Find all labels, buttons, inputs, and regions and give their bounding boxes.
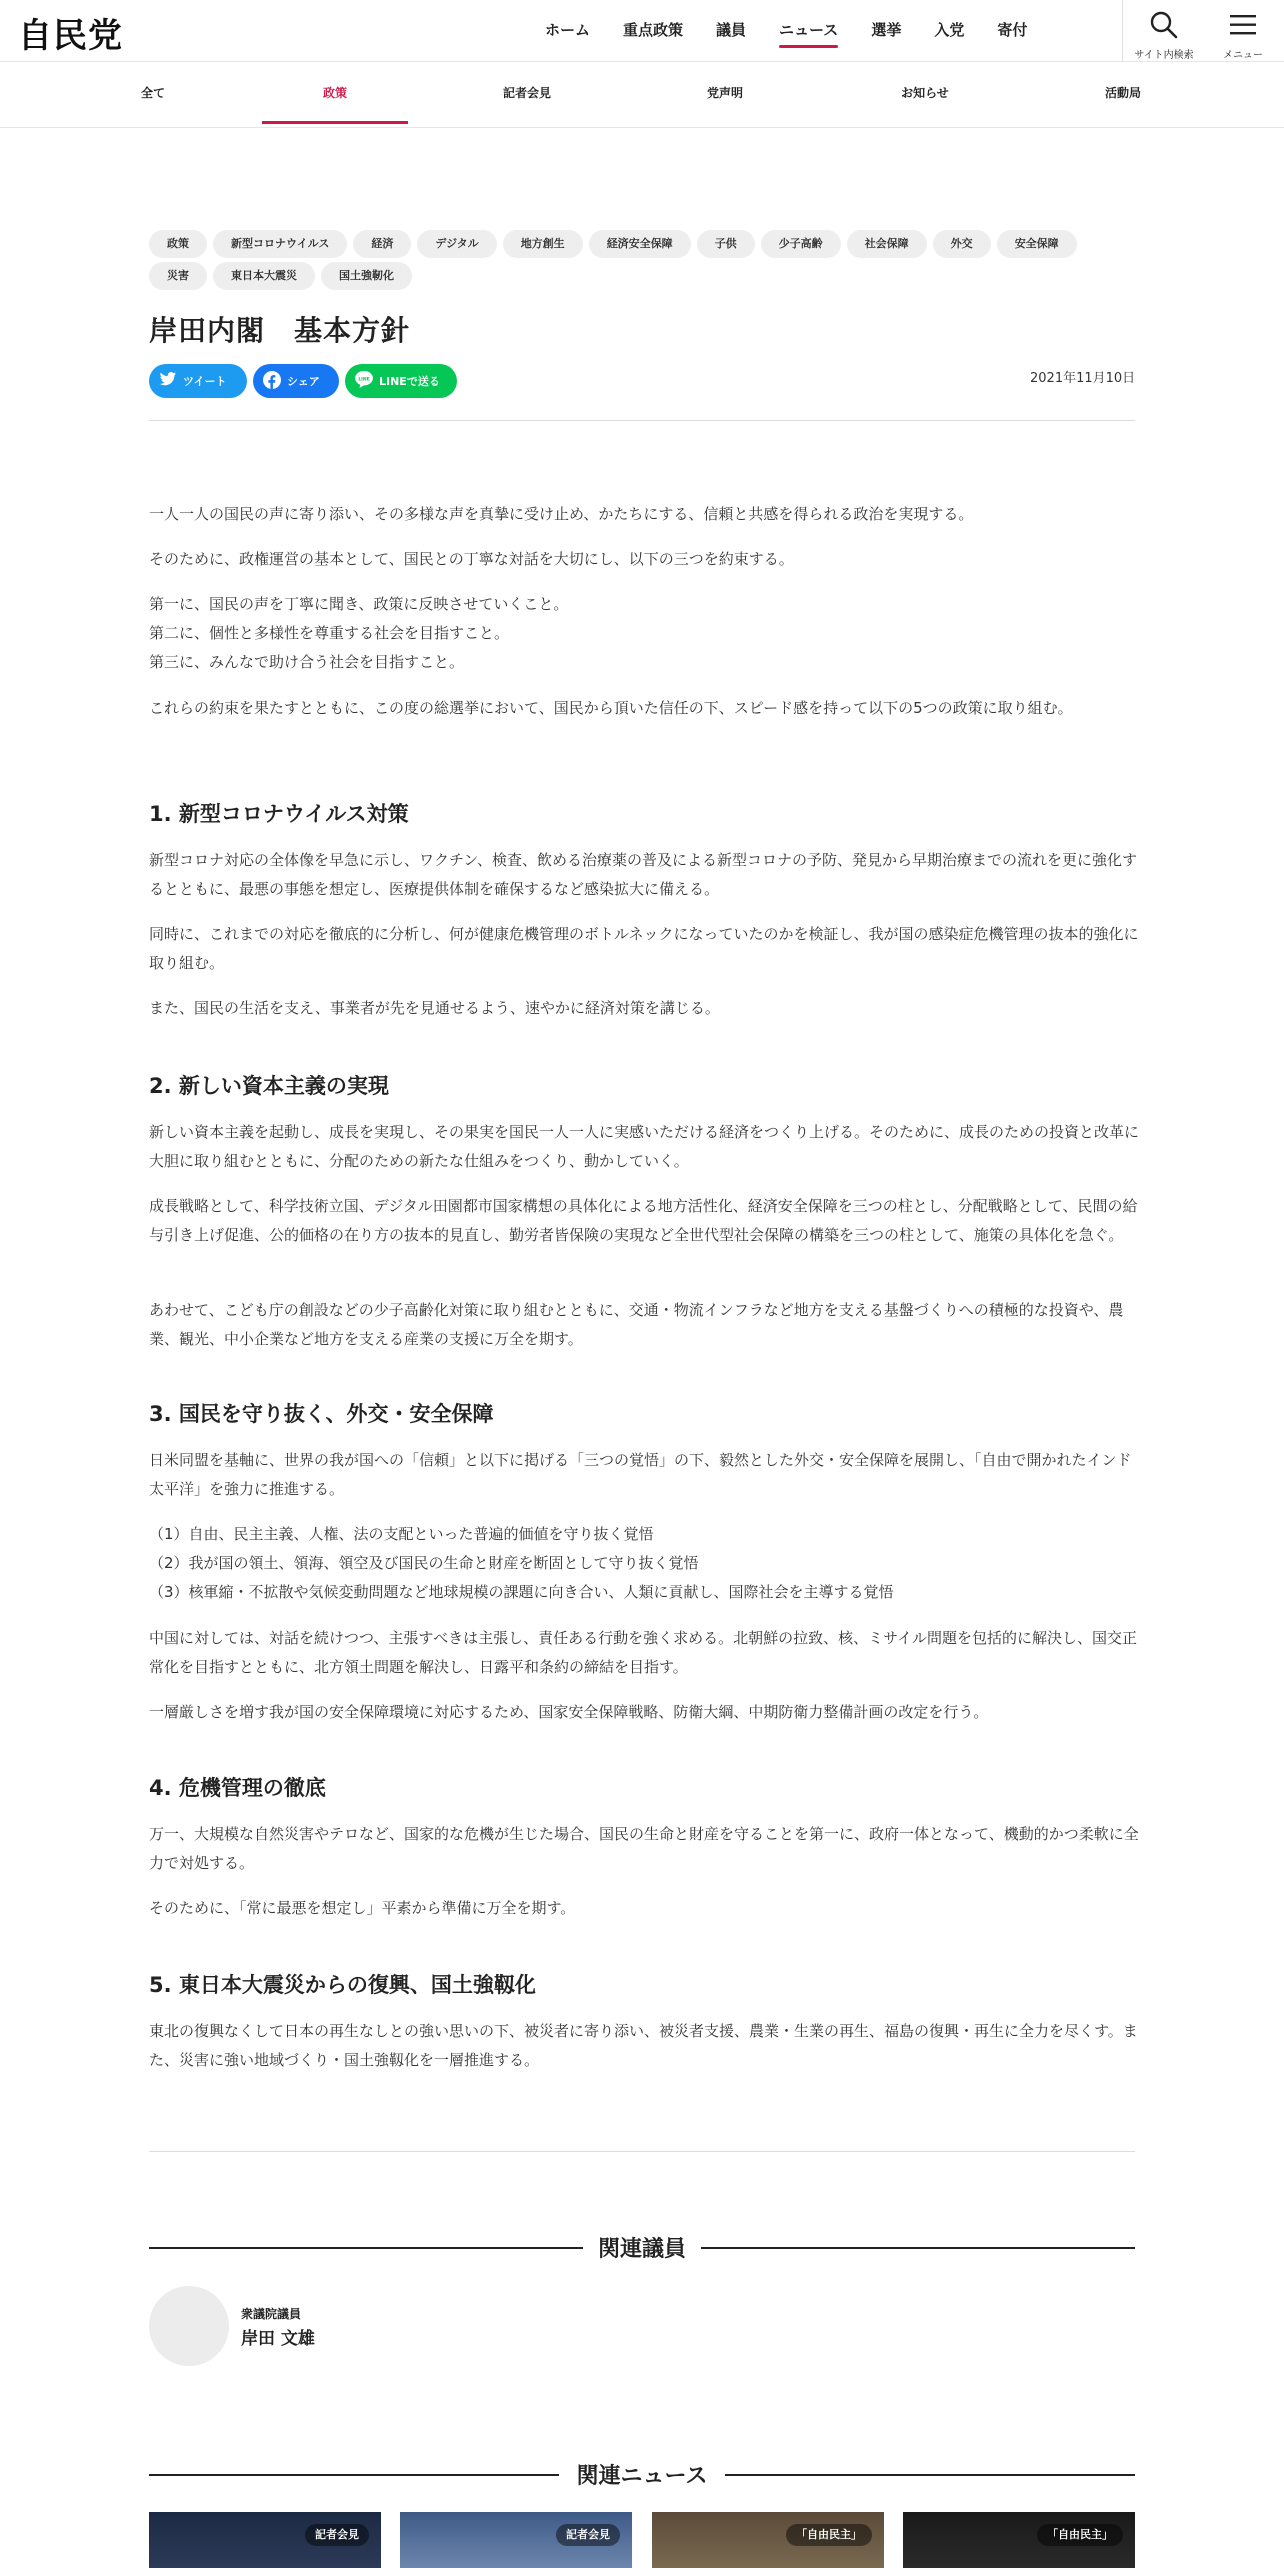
section-paragraph: あわせて、こども庁の創設などの少子高齢化対策に取り組むとともに、交通・物流インフラなど地方を支える基盤づくりへの積極的な投資や、農業、観光、中小企業など地方を支える産業の支援に万全を期す。 xyxy=(149,1301,1124,1348)
nav-policy[interactable]: 重点政策 xyxy=(623,21,684,39)
news-card[interactable] xyxy=(903,2512,1135,2568)
related-news-title: 関連ニュース xyxy=(576,2464,708,2489)
intro-paragraph: これらの約束を果たすとともに、この度の総選挙において、国民から頂いた信任の下、スピード感を持って以下の5つの政策に取り組む。 xyxy=(149,699,1073,717)
tag-list xyxy=(149,230,1139,294)
member-role: 衆議院議員 xyxy=(241,2307,302,2321)
tag[interactable]: 東日本大震災 xyxy=(213,262,315,290)
tab-policy[interactable]: 政策 xyxy=(262,62,408,124)
related-members-header xyxy=(149,2228,1135,2268)
page-title: 岸田内閣 基本方針 xyxy=(149,314,411,347)
section-paragraph: 中国に対しては、対話を続けつつ、主張すべきは主張し、責任ある行動を強く求める。北朝鮮の拉致、核、ミサイル問題を包括的に解決し、国交正常化を目指すとともに、北方領土問題を解決し、日露平和条約の締結を目指す。 xyxy=(149,1629,1138,1676)
tag[interactable]: 安全保障 xyxy=(997,230,1077,258)
divider xyxy=(149,2151,1135,2152)
tab-press-conference[interactable]: 記者会見 xyxy=(502,86,551,100)
news-category-badge: 「自由民主」 xyxy=(786,2524,872,2546)
tab-activity-bureau[interactable]: 活動局 xyxy=(1104,86,1141,100)
news-category-badge: 記者会見 xyxy=(556,2524,620,2546)
section-paragraph: 新型コロナ対応の全体像を早急に示し、ワクチン、検査、飲める治療薬の普及による新型コロナの予防、発見から早期治療までの流れを更に強化するとともに、最悪の事態を想定し、医療提供体制を確保するなど感染拡大に備える。 xyxy=(149,851,1138,898)
tab-notice[interactable]: お知らせ xyxy=(901,86,949,100)
tag[interactable]: 子供 xyxy=(697,230,755,258)
section-paragraph: 万一、大規模な自然災害やテロなど、国家的な危機が生じた場合、国民の生命と財産を守ることを第一に、政府一体となって、機動的かつ柔軟に全力で対処する。 xyxy=(149,1825,1139,1872)
section-heading: 3. 国民を守り抜く、外交・安全保障 xyxy=(149,1402,494,1426)
site-logo[interactable]: 自民党 xyxy=(18,16,123,56)
site-header xyxy=(0,0,1284,62)
news-card[interactable] xyxy=(652,2512,884,2568)
publish-date: 2021年11月10日 xyxy=(1030,371,1136,386)
nav-members[interactable]: 議員 xyxy=(716,21,747,39)
hamburger-icon xyxy=(1228,25,1258,44)
nav-election[interactable]: 選挙 xyxy=(871,21,902,39)
section-paragraph: 東北の復興なくして日本の再生なしとの強い思いの下、被災者に寄り添い、被災者支援、農業・生業の再生、福島の復興・再生に全力を尽くす。また、災害に強い地域づくり・国土強靱化を一層推進する。 xyxy=(149,2022,1138,2069)
news-card[interactable] xyxy=(149,2512,381,2568)
section-paragraph: また、国民の生活を支え、事業者が先を見通せるよう、速やかに経済対策を講じる。 xyxy=(149,999,720,1017)
main-nav xyxy=(545,0,1060,62)
tag[interactable]: 国土強靭化 xyxy=(321,262,412,290)
section-paragraph: 日米同盟を基軸に、世界の我が国への「信頼」と以下に掲げる「三つの覚悟」の下、毅然とした外交・安全保障を展開し、「自由で開かれたインド太平洋」を強力に推進する。 xyxy=(149,1451,1132,1498)
tab-party-statement[interactable]: 党声明 xyxy=(706,86,743,100)
menu-button[interactable] xyxy=(1210,10,1276,61)
news-category-badge: 記者会見 xyxy=(305,2524,369,2546)
line-icon xyxy=(355,371,379,391)
nav-home[interactable]: ホーム xyxy=(545,21,591,39)
tag[interactable]: 少子高齢 xyxy=(761,230,841,258)
related-members-title: 関連議員 xyxy=(597,2237,686,2262)
header-divider xyxy=(1122,0,1123,62)
tweet-label: ツイート xyxy=(183,375,227,388)
section-paragraph: 新しい資本主義を起動し、成長を実現し、その果実を国民一人一人に実感いただける経済をつくり上げる。そのために、成長のための投資と改革に大胆に取り組むとともに、分配のための新たな仕組みをつくり、動かしていく。 xyxy=(149,1123,1140,1170)
menu-label: メニュー xyxy=(1223,50,1263,61)
line-share-button[interactable] xyxy=(345,364,457,398)
line-share-label: LINEで送る xyxy=(379,375,440,388)
intro-paragraph: 一人一人の国民の声に寄り添い、その多様な声を真摯に受け止め、かたちにする、信頼と共感を得られる政治を実現する。 xyxy=(149,505,974,523)
svg-text:LINE: LINE xyxy=(358,377,370,383)
nav-news[interactable]: ニュース xyxy=(779,0,838,62)
site-search-button[interactable] xyxy=(1131,10,1197,61)
section-paragraph: そのために、「常に最悪を想定し」平素から準備に万全を期す。 xyxy=(149,1899,576,1917)
related-news-header xyxy=(149,2455,1135,2495)
share-buttons xyxy=(149,364,463,398)
search-icon xyxy=(1149,25,1179,44)
tag[interactable]: 新型コロナウイルス xyxy=(213,230,347,258)
section-paragraph: 同時に、これまでの対応を徹底的に分析し、何が健康危機管理のボトルネックになっていたのかを検証し、我が国の感染症危機管理の抜本的強化に取り組む。 xyxy=(149,925,1139,972)
section-heading: 1. 新型コロナウイルス対策 xyxy=(149,802,409,826)
tag[interactable]: 経済安全保障 xyxy=(589,230,691,258)
section-paragraph: 成長戦略として、科学技術立国、デジタル田園都市国家構想の具体化による地方活性化、経済安全保障を三つの柱とし、分配戦略として、民間の給与引き上げ促進、公的価格の在り方の抜本的見直し、勤労者皆保険の実現など全世代型社会保障の構築を三つの柱として、施策の具体化を急ぐ。 xyxy=(149,1197,1138,1244)
twitter-icon xyxy=(159,372,183,390)
facebook-share-label: シェア xyxy=(287,375,320,388)
nav-donate[interactable]: 寄付 xyxy=(997,21,1028,39)
tag[interactable]: 地方創生 xyxy=(503,230,583,258)
section-heading: 4. 危機管理の徹底 xyxy=(149,1776,326,1800)
tag[interactable]: 外交 xyxy=(933,230,991,258)
tag[interactable]: 政策 xyxy=(149,230,207,258)
intro-paragraph: そのために、政権運営の基本として、国民との丁寧な対話を大切にし、以下の三つを約束する。 xyxy=(149,550,794,568)
tag[interactable]: 経済 xyxy=(353,230,411,258)
facebook-icon xyxy=(263,371,287,392)
tab-all[interactable]: 全て xyxy=(140,86,165,100)
tag[interactable]: デジタル xyxy=(417,230,496,258)
facebook-share-button[interactable] xyxy=(253,364,339,398)
nav-join[interactable]: 入党 xyxy=(934,21,965,39)
resolve-list: （1）自由、民主主義、人権、法の支配といった普遍的価値を守り抜く覚悟 （2）我が国の領土、領海、領空及び国民の生命と財産を断固として守り抜く覚悟 （3）核軍縮・不拡散や気候変動問題など地球規模の課題に向き合い、人類に貢献し、国際社会を主導する覚悟 xyxy=(149,1525,894,1601)
section-heading: 2. 新しい資本主義の実現 xyxy=(149,1074,389,1098)
intro-pledges: 第一に、国民の声を丁寧に聞き、政策に反映させていくこと。 第二に、個性と多様性を尊重する社会を目指すこと。 第三に、みんなで助け合う社会を目指すこと。 xyxy=(149,595,569,671)
news-card[interactable] xyxy=(400,2512,632,2568)
tag[interactable]: 災害 xyxy=(149,262,207,290)
tag[interactable]: 社会保障 xyxy=(847,230,927,258)
divider xyxy=(149,420,1135,421)
section-paragraph: 一層厳しさを増す我が国の安全保障環境に対応するため、国家安全保障戦略、防衛大綱、中期防衛力整備計画の改定を行う。 xyxy=(149,1703,989,1721)
search-label: サイト内検索 xyxy=(1134,50,1194,61)
section-heading: 5. 東日本大震災からの復興、国土強靱化 xyxy=(149,1973,536,1997)
tweet-button[interactable] xyxy=(149,364,247,398)
category-tabs xyxy=(0,62,1284,128)
avatar xyxy=(149,2286,229,2366)
member-name: 岸田 文雄 xyxy=(241,2329,315,2349)
news-category-badge: 「自由民主」 xyxy=(1037,2524,1123,2546)
